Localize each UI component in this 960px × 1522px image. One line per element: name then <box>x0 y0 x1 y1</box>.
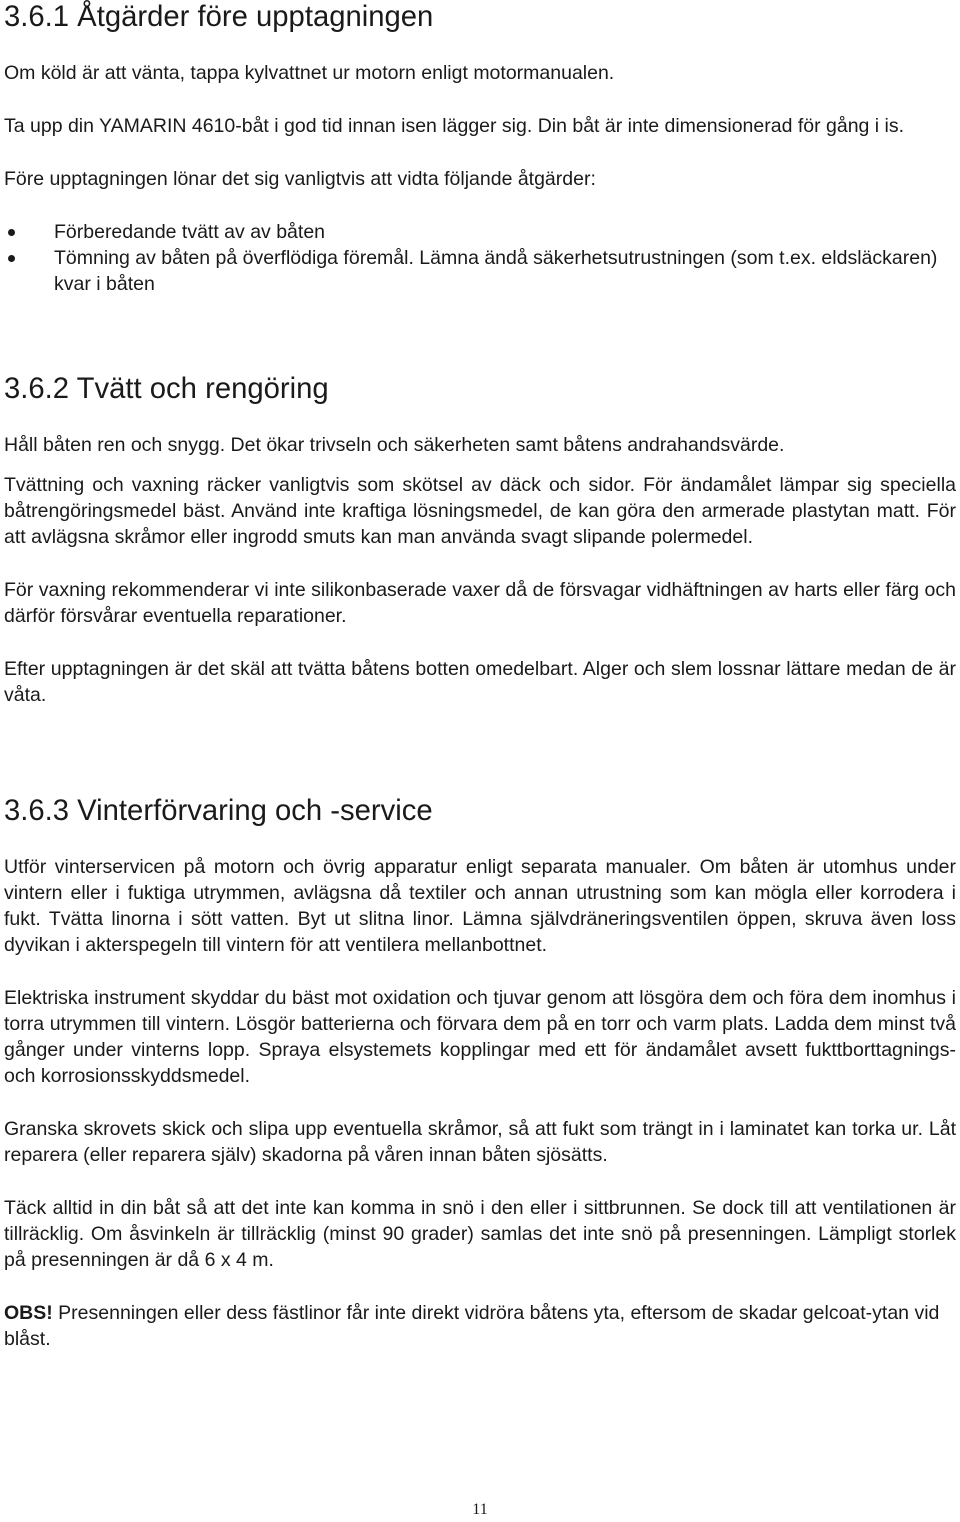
section-heading-3-6-2: 3.6.2 Tvätt och rengöring <box>4 373 329 405</box>
paragraph: Ta upp din YAMARIN 4610-båt i god tid innan isen lägger sig. Din båt är inte dimensionerad för gång i is. <box>4 115 905 137</box>
bullet-icon <box>8 255 15 262</box>
paragraph: Före upptagningen lönar det sig vanligtvis att vidta följande åtgärder: <box>4 168 596 190</box>
paragraph: Täck alltid in din båt så att det inte kan komma in snö i den eller i sittbrunnen. Se dock till att ventilationen är tillräcklig. Om åsvinkeln är tillräcklig (minst 90 grader) samlas det inte snö på presenningen. Lämpligt storlek på presenningen är då 6 x 4 m. <box>4 1197 956 1271</box>
section-heading-3-6-1: 3.6.1 Åtgärder före upptagningen <box>4 1 434 33</box>
section-3-6-1 <box>4 1 956 297</box>
paragraph: Elektriska instrument skyddar du bäst mot oxidation och tjuvar genom att lösgöra dem och föra dem inomhus i torra utrymmen till vintern. Lösgör batterierna och förvara dem på en torr och varm plats. Ladda dem minst två gånger under vinterns lopp. Spraya elsystemets kopplingar med ett för ändamålet avsett fukttborttagnings- och korrosionsskyddsmedel. <box>4 987 956 1087</box>
paragraph: Håll båten ren och snygg. Det ökar trivseln och säkerheten samt båtens andrahandsvärde. <box>4 434 785 456</box>
paragraph: Efter upptagningen är det skäl att tvätta båtens botten omedelbart. Alger och slem lossnar lättare medan de är våta. <box>4 658 956 706</box>
bullet-list <box>4 219 956 297</box>
section-heading-3-6-3: 3.6.3 Vinterförvaring och -service <box>4 795 433 827</box>
list-item: Tömning av båten på överflödiga föremål. Lämna ändå säkerhetsutrustningen (som t.ex. eldsläckaren) kvar i båten <box>4 245 956 297</box>
bullet-icon <box>8 229 15 236</box>
paragraph: Granska skrovets skick och slipa upp eventuella skråmor, så att fukt som trängt in i laminatet kan torka ur. Låt reparera (eller reparera själv) skadorna på våren innan båten sjösätts. <box>4 1118 956 1166</box>
obs-label: OBS! <box>4 1302 53 1324</box>
obs-notice <box>4 1300 956 1352</box>
paragraph: Om köld är att vänta, tappa kylvattnet ur motorn enligt motormanualen. <box>4 62 615 84</box>
page-number: 11 <box>472 1501 488 1518</box>
paragraph: Utför vinterservicen på motorn och övrig apparatur enligt separata manualer. Om båten är utomhus under vintern eller i fuktiga utrymmen, avlägsna då textiler och annan utrustning som kan mögla eller korrodera i fukt. Tvätta linorna i sött vatten. Byt ut slitna linor. Lämna självdräneringsventilen öppen, skruva även loss dyvikan i akterspegeln till vintern för att ventilera mellanbottnet. <box>4 856 956 956</box>
paragraph: För vaxning rekommenderar vi inte silikonbaserade vaxer då de försvagar vidhäftningen av harts eller färg och därför försvårar eventuella reparationer. <box>4 579 956 627</box>
obs-text: Presenningen eller dess fästlinor får inte direkt vidröra båtens yta, eftersom de skadar gelcoat-ytan vid blåst. <box>4 1302 940 1350</box>
section-3-6-3 <box>4 795 956 1352</box>
section-3-6-2 <box>4 373 956 708</box>
list-item: Förberedande tvätt av av båten <box>4 219 956 245</box>
paragraph: Tvättning och vaxning räcker vanligtvis som skötsel av däck och sidor. För ändamålet lämpar sig speciella båtrengöringsmedel bäst. Använd inte kraftiga lösningsmedel, de kan göra den armerade plastytan matt. För att avlägsna skråmor eller ingrodd smuts kan man använda svagt slipande polermedel. <box>4 474 956 548</box>
